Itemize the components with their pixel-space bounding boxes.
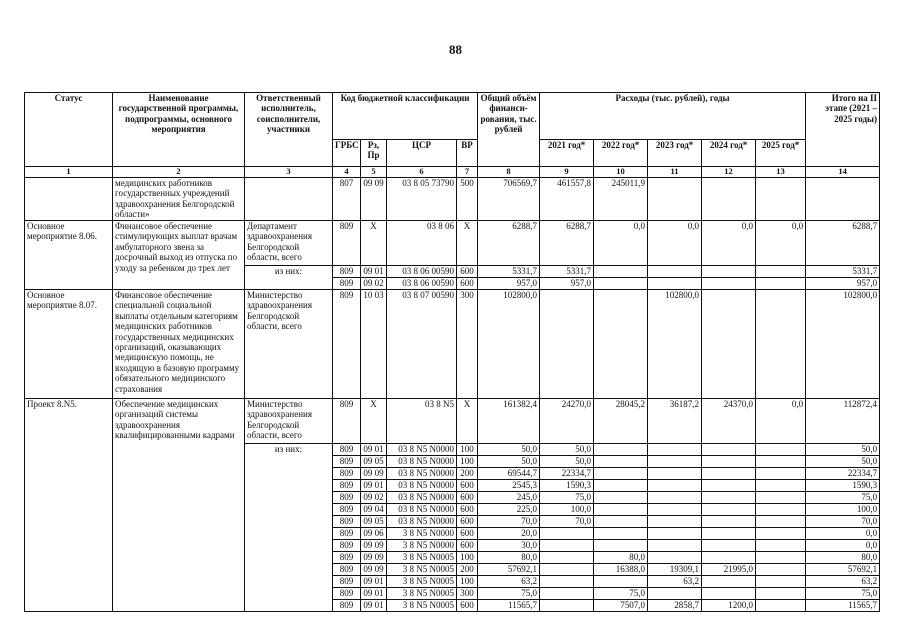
- value-cell: 809: [333, 289, 361, 398]
- value-cell: [756, 178, 806, 221]
- column-number: 5: [361, 167, 387, 178]
- value-cell: 21995,0: [702, 563, 756, 575]
- value-cell: 50,0: [806, 455, 880, 467]
- value-cell: 0,0: [648, 220, 702, 265]
- table-row: [25, 220, 880, 265]
- value-cell: 3 8 N5 N0005: [387, 575, 457, 587]
- value-cell: [594, 515, 648, 527]
- value-cell: 03 8 N5 N0000: [387, 491, 457, 503]
- value-cell: [594, 479, 648, 491]
- executor-cell: Министерство здравоохранения Белгородской области, всего: [245, 398, 333, 443]
- column-number: 7: [457, 167, 478, 178]
- value-cell: [702, 178, 756, 221]
- value-cell: [702, 587, 756, 599]
- value-cell: 09 06: [361, 527, 387, 539]
- value-cell: 225,0: [478, 503, 540, 515]
- value-cell: 50,0: [478, 455, 540, 467]
- column-number: 6: [387, 167, 457, 178]
- value-cell: 809: [333, 491, 361, 503]
- value-cell: 03 8 06: [387, 220, 457, 265]
- name-cell: Финансовое обеспечение стимулирующих выплат врачам амбулаторного звена за досрочный выход из отпуска по уходу за ребенком до трех лет: [113, 220, 245, 289]
- value-cell: 100,0: [540, 503, 594, 515]
- value-cell: 809: [333, 515, 361, 527]
- value-cell: 03 8 06 00590: [387, 277, 457, 289]
- value-cell: [594, 503, 648, 515]
- value-cell: 03 8 N5 N0000: [387, 443, 457, 455]
- column-number: 11: [648, 167, 702, 178]
- header-grbs: ГРБС: [333, 140, 361, 167]
- header-csr: ЦСР: [387, 140, 457, 167]
- status-cell: Проект 8.N5.: [25, 398, 113, 611]
- value-cell: 0,0: [806, 527, 880, 539]
- value-cell: 0,0: [806, 539, 880, 551]
- executor-cell: Департамент здравоохранения Белгородской области, всего: [245, 220, 333, 265]
- header-volume: Общий объём финанси-рования, тыс. рублей: [478, 93, 540, 167]
- value-cell: 461557,8: [540, 178, 594, 221]
- value-cell: 600: [457, 491, 478, 503]
- header-status: Статус: [25, 93, 113, 167]
- value-cell: 03 8 05 73790: [387, 178, 457, 221]
- value-cell: 809: [333, 277, 361, 289]
- value-cell: [540, 539, 594, 551]
- value-cell: 957,0: [478, 277, 540, 289]
- value-cell: [756, 551, 806, 563]
- value-cell: 112872,4: [806, 398, 880, 443]
- value-cell: 1200,0: [702, 599, 756, 611]
- value-cell: [648, 551, 702, 563]
- header-vr: ВР: [457, 140, 478, 167]
- value-cell: 0,0: [756, 398, 806, 443]
- value-cell: 600: [457, 265, 478, 277]
- value-cell: [594, 277, 648, 289]
- value-cell: 600: [457, 527, 478, 539]
- value-cell: Х: [457, 220, 478, 265]
- value-cell: 75,0: [806, 587, 880, 599]
- value-cell: 09 09: [361, 539, 387, 551]
- value-cell: 50,0: [540, 455, 594, 467]
- value-cell: 3 8 N5 N0005: [387, 599, 457, 611]
- value-cell: 1590,3: [540, 479, 594, 491]
- value-cell: 100: [457, 443, 478, 455]
- value-cell: 70,0: [806, 515, 880, 527]
- value-cell: 09 09: [361, 467, 387, 479]
- value-cell: 102800,0: [478, 289, 540, 398]
- column-number: 9: [540, 167, 594, 178]
- value-cell: [648, 178, 702, 221]
- sub-note-cell: из них:: [245, 265, 333, 289]
- header-2025: 2025 год*: [756, 140, 806, 167]
- header-name: Наименование государственной программы, подпрограммы, основного мероприятия: [113, 93, 245, 167]
- value-cell: 100,0: [806, 503, 880, 515]
- value-cell: [648, 491, 702, 503]
- value-cell: [756, 467, 806, 479]
- value-cell: [756, 599, 806, 611]
- value-cell: 11565,7: [478, 599, 540, 611]
- value-cell: 09 01: [361, 479, 387, 491]
- header-rzpr: Рз, Пр: [361, 140, 387, 167]
- value-cell: [756, 289, 806, 398]
- value-cell: 36187,2: [648, 398, 702, 443]
- header-expenses: Расходы (тыс. рублей), годы: [540, 93, 806, 140]
- value-cell: [648, 503, 702, 515]
- column-number: 1: [25, 167, 113, 178]
- value-cell: 957,0: [806, 277, 880, 289]
- value-cell: 300: [457, 289, 478, 398]
- value-cell: [702, 575, 756, 587]
- value-cell: 600: [457, 599, 478, 611]
- value-cell: 11565,7: [806, 599, 880, 611]
- value-cell: [540, 289, 594, 398]
- value-cell: [648, 479, 702, 491]
- value-cell: 70,0: [478, 515, 540, 527]
- value-cell: [648, 443, 702, 455]
- value-cell: [702, 443, 756, 455]
- value-cell: 03 8 N5 N0000: [387, 503, 457, 515]
- value-cell: 30,0: [478, 539, 540, 551]
- value-cell: [702, 289, 756, 398]
- value-cell: [648, 277, 702, 289]
- value-cell: [756, 563, 806, 575]
- value-cell: 22334,7: [806, 467, 880, 479]
- value-cell: 80,0: [594, 551, 648, 563]
- value-cell: 809: [333, 265, 361, 277]
- value-cell: [756, 539, 806, 551]
- value-cell: 706569,7: [478, 178, 540, 221]
- value-cell: [594, 467, 648, 479]
- table-row: [25, 289, 880, 398]
- value-cell: [756, 443, 806, 455]
- value-cell: 807: [333, 178, 361, 221]
- value-cell: 809: [333, 479, 361, 491]
- column-number: 2: [113, 167, 245, 178]
- value-cell: 809: [333, 503, 361, 515]
- value-cell: 70,0: [540, 515, 594, 527]
- column-number: 8: [478, 167, 540, 178]
- value-cell: 102800,0: [648, 289, 702, 398]
- value-cell: [648, 539, 702, 551]
- value-cell: 100: [457, 575, 478, 587]
- value-cell: 2858,7: [648, 599, 702, 611]
- value-cell: 69544,7: [478, 467, 540, 479]
- value-cell: [648, 467, 702, 479]
- value-cell: 75,0: [478, 587, 540, 599]
- name-cell: Финансовое обеспечение специальной социальной выплаты отдельным категориям медицинских работников государственных медицинских организаций, оказывающих медицинскую помощь, не входящую в базовую программу обязательного медицинского страхования: [113, 289, 245, 398]
- value-cell: 75,0: [594, 587, 648, 599]
- value-cell: 57692,1: [806, 563, 880, 575]
- value-cell: [540, 575, 594, 587]
- value-cell: 5331,7: [478, 265, 540, 277]
- value-cell: 22334,7: [540, 467, 594, 479]
- sub-note-cell: из них:: [245, 443, 333, 611]
- status-cell: Основное мероприятие 8.06.: [25, 220, 113, 289]
- header-code-group: Код бюджетной классификации: [333, 93, 478, 140]
- value-cell: 63,2: [648, 575, 702, 587]
- value-cell: 09 02: [361, 491, 387, 503]
- value-cell: 19309,1: [648, 563, 702, 575]
- value-cell: 09 09: [361, 551, 387, 563]
- header-total: Итого на II этапе (2021 – 2025 годы): [806, 93, 880, 167]
- value-cell: 03 8 N5 N0000: [387, 467, 457, 479]
- value-cell: [806, 178, 880, 221]
- value-cell: 50,0: [806, 443, 880, 455]
- value-cell: Х: [361, 398, 387, 443]
- value-cell: 20,0: [478, 527, 540, 539]
- value-cell: 5331,7: [540, 265, 594, 277]
- value-cell: [756, 491, 806, 503]
- value-cell: 03 8 N5 N0000: [387, 455, 457, 467]
- budget-table: [24, 92, 880, 612]
- value-cell: 2545,3: [478, 479, 540, 491]
- value-cell: [648, 265, 702, 277]
- value-cell: [594, 265, 648, 277]
- value-cell: [702, 491, 756, 503]
- value-cell: 09 01: [361, 587, 387, 599]
- value-cell: 161382,4: [478, 398, 540, 443]
- value-cell: 600: [457, 539, 478, 551]
- value-cell: [756, 479, 806, 491]
- value-cell: 24370,0: [702, 398, 756, 443]
- value-cell: 102800,0: [806, 289, 880, 398]
- value-cell: 809: [333, 575, 361, 587]
- header-2021: 2021 год*: [540, 140, 594, 167]
- column-number: 4: [333, 167, 361, 178]
- value-cell: 09 09: [361, 563, 387, 575]
- value-cell: [756, 587, 806, 599]
- value-cell: 09 05: [361, 515, 387, 527]
- value-cell: 6288,7: [478, 220, 540, 265]
- value-cell: [648, 455, 702, 467]
- value-cell: 6288,7: [540, 220, 594, 265]
- value-cell: 3 8 N5 N0000: [387, 527, 457, 539]
- value-cell: 09 01: [361, 599, 387, 611]
- value-cell: 28045,2: [594, 398, 648, 443]
- value-cell: 09 01: [361, 575, 387, 587]
- column-number: 12: [702, 167, 756, 178]
- value-cell: [594, 575, 648, 587]
- value-cell: 0,0: [702, 220, 756, 265]
- value-cell: 09 09: [361, 178, 387, 221]
- value-cell: [702, 265, 756, 277]
- value-cell: 0,0: [756, 220, 806, 265]
- header-2024: 2024 год*: [702, 140, 756, 167]
- value-cell: 245011,9: [594, 178, 648, 221]
- value-cell: [594, 455, 648, 467]
- value-cell: [702, 455, 756, 467]
- value-cell: 600: [457, 277, 478, 289]
- value-cell: [702, 527, 756, 539]
- table-row: [25, 178, 880, 221]
- value-cell: 809: [333, 563, 361, 575]
- value-cell: 600: [457, 515, 478, 527]
- value-cell: 24270,0: [540, 398, 594, 443]
- value-cell: 809: [333, 467, 361, 479]
- value-cell: [756, 265, 806, 277]
- value-cell: 1590,3: [806, 479, 880, 491]
- value-cell: [540, 527, 594, 539]
- status-cell: [25, 178, 113, 221]
- value-cell: 80,0: [478, 551, 540, 563]
- column-number: 14: [806, 167, 880, 178]
- value-cell: [594, 443, 648, 455]
- value-cell: 09 04: [361, 503, 387, 515]
- value-cell: 500: [457, 178, 478, 221]
- value-cell: [756, 277, 806, 289]
- value-cell: 75,0: [540, 491, 594, 503]
- value-cell: 16388,0: [594, 563, 648, 575]
- value-cell: 200: [457, 563, 478, 575]
- value-cell: 03 8 N5 N0000: [387, 515, 457, 527]
- value-cell: 809: [333, 220, 361, 265]
- value-cell: 100: [457, 455, 478, 467]
- value-cell: [648, 587, 702, 599]
- value-cell: [648, 527, 702, 539]
- value-cell: [702, 551, 756, 563]
- value-cell: 75,0: [806, 491, 880, 503]
- value-cell: 0,0: [594, 220, 648, 265]
- value-cell: 3 8 N5 N0000: [387, 539, 457, 551]
- value-cell: 3 8 N5 N0005: [387, 551, 457, 563]
- value-cell: 809: [333, 455, 361, 467]
- value-cell: 63,2: [478, 575, 540, 587]
- value-cell: [702, 277, 756, 289]
- value-cell: 09 01: [361, 443, 387, 455]
- value-cell: 100: [457, 551, 478, 563]
- value-cell: 03 8 N5: [387, 398, 457, 443]
- value-cell: Х: [457, 398, 478, 443]
- value-cell: [756, 527, 806, 539]
- value-cell: [594, 527, 648, 539]
- status-cell: Основное мероприятие 8.07.: [25, 289, 113, 398]
- value-cell: 10 03: [361, 289, 387, 398]
- name-cell: медицинских работников государственных учреждений здравоохранения Белгородской области»: [113, 178, 245, 221]
- header-2023: 2023 год*: [648, 140, 702, 167]
- value-cell: 63,2: [806, 575, 880, 587]
- value-cell: 3 8 N5 N0005: [387, 587, 457, 599]
- name-cell: Обеспечение медицинских организаций системы здравоохранения квалифицированными кадрами: [113, 398, 245, 611]
- value-cell: [756, 515, 806, 527]
- value-cell: [540, 587, 594, 599]
- value-cell: 80,0: [806, 551, 880, 563]
- executor-cell: [245, 178, 333, 221]
- value-cell: 3 8 N5 N0005: [387, 563, 457, 575]
- value-cell: 09 05: [361, 455, 387, 467]
- value-cell: [540, 563, 594, 575]
- executor-cell: Министерство здравоохранения Белгородской области, всего: [245, 289, 333, 398]
- value-cell: 809: [333, 551, 361, 563]
- column-number: 13: [756, 167, 806, 178]
- table-row: [25, 398, 880, 443]
- value-cell: 600: [457, 503, 478, 515]
- value-cell: [702, 539, 756, 551]
- value-cell: 03 8 07 00590: [387, 289, 457, 398]
- value-cell: [702, 467, 756, 479]
- value-cell: 809: [333, 443, 361, 455]
- value-cell: 57692,1: [478, 563, 540, 575]
- value-cell: [702, 503, 756, 515]
- value-cell: 50,0: [540, 443, 594, 455]
- value-cell: [594, 289, 648, 398]
- value-cell: [756, 503, 806, 515]
- value-cell: 245,0: [478, 491, 540, 503]
- value-cell: 300: [457, 587, 478, 599]
- value-cell: 09 01: [361, 265, 387, 277]
- value-cell: 03 8 N5 N0000: [387, 479, 457, 491]
- value-cell: [756, 575, 806, 587]
- value-cell: Х: [361, 220, 387, 265]
- value-cell: 09 02: [361, 277, 387, 289]
- column-number: 10: [594, 167, 648, 178]
- header-2022: 2022 год*: [594, 140, 648, 167]
- value-cell: [540, 599, 594, 611]
- value-cell: [540, 551, 594, 563]
- header-executor: Ответственный исполнитель, соисполнители, участники: [245, 93, 333, 167]
- value-cell: 809: [333, 527, 361, 539]
- value-cell: 957,0: [540, 277, 594, 289]
- value-cell: 50,0: [478, 443, 540, 455]
- value-cell: 809: [333, 599, 361, 611]
- page-number: 88: [449, 42, 462, 57]
- value-cell: 809: [333, 539, 361, 551]
- value-cell: 6288,7: [806, 220, 880, 265]
- value-cell: [702, 479, 756, 491]
- value-cell: [702, 515, 756, 527]
- value-cell: [594, 491, 648, 503]
- value-cell: [756, 455, 806, 467]
- value-cell: 7507,0: [594, 599, 648, 611]
- column-number-row: [25, 167, 880, 178]
- column-number: 3: [245, 167, 333, 178]
- value-cell: [594, 539, 648, 551]
- value-cell: 03 8 06 00590: [387, 265, 457, 277]
- value-cell: 200: [457, 467, 478, 479]
- value-cell: 600: [457, 479, 478, 491]
- value-cell: [648, 515, 702, 527]
- value-cell: 5331,7: [806, 265, 880, 277]
- value-cell: 809: [333, 398, 361, 443]
- value-cell: 809: [333, 587, 361, 599]
